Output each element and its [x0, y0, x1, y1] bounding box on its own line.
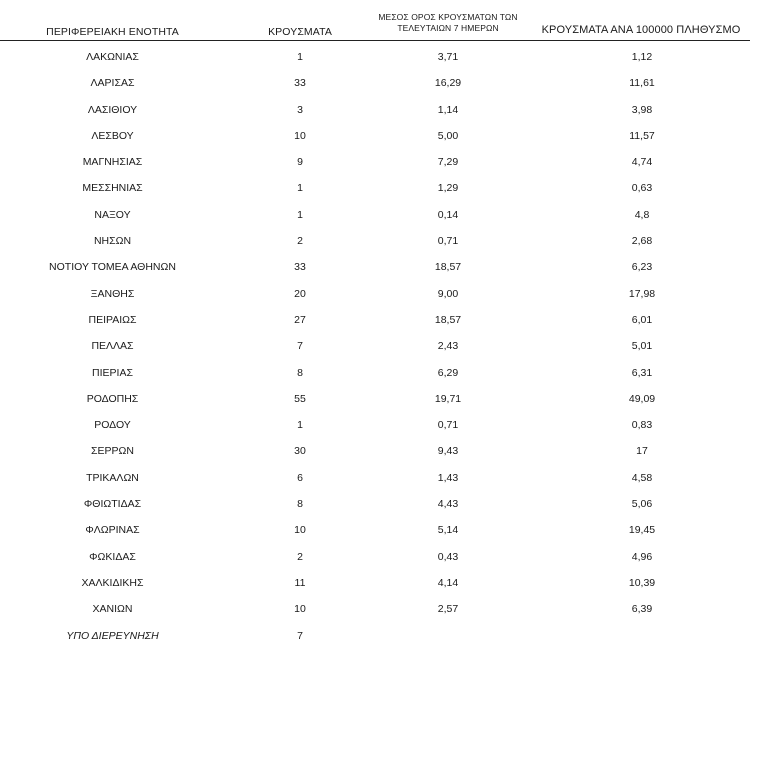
table-row: [0, 98, 750, 124]
table-row: [0, 466, 750, 492]
table-header: [0, 0, 750, 41]
cell-cases-per-100k: 5,01: [631, 340, 653, 353]
table-row: [0, 150, 750, 176]
table-row: [0, 255, 750, 281]
cell-seven-day-average: 1,29: [437, 182, 459, 195]
cell-region: ΛΑΚΩΝΙΑΣ: [86, 51, 139, 63]
cell-seven-day-average: 6,29: [437, 366, 459, 379]
cell-cases-per-100k: 11,61: [629, 77, 655, 90]
cell-region: ΤΡΙΚΑΛΩΝ: [86, 471, 139, 484]
cell-region: ΛΑΡΙΣΑΣ: [90, 77, 135, 90]
cell-seven-day-average: 4,14: [437, 576, 459, 589]
cell-region: ΛΕΣΒΟΥ: [91, 129, 134, 142]
table-row: [0, 282, 750, 308]
cell-region: ΠΙΕΡΙΑΣ: [92, 366, 133, 379]
column-header-seven-day-average: [358, 12, 538, 34]
cell-cases-per-100k: 5,06: [631, 498, 653, 511]
cell-seven-day-average: 19,71: [434, 392, 462, 405]
cell-cases: 10: [294, 603, 306, 616]
cell-cases-per-100k: 6,39: [631, 603, 653, 616]
cell-cases: 8: [297, 498, 303, 511]
cell-seven-day-average: 18,57: [434, 261, 462, 274]
cell-cases-per-100k: 17,98: [628, 287, 656, 300]
cell-seven-day-average: 1,43: [437, 471, 459, 484]
cell-seven-day-average: 18,57: [434, 313, 462, 326]
cell-region: ΜΕΣΣΗΝΙΑΣ: [82, 182, 143, 195]
cell-cases-per-100k: 10,39: [628, 576, 656, 589]
column-header-seven-day-average-line1: ΜΕΣΟΣ ΟΡΟΣ ΚΡΟΥΣΜΑΤΩΝ ΤΩΝ: [378, 12, 518, 22]
table-row: [0, 387, 750, 413]
cell-region: ΠΕΙΡΑΙΩΣ: [88, 313, 137, 326]
table-row: [0, 124, 750, 150]
cell-cases: 30: [294, 445, 306, 458]
cell-cases: 20: [294, 287, 306, 300]
cell-cases: 55: [294, 392, 306, 405]
column-header-cases: ΚΡΟΥΣΜΑΤΑ: [268, 26, 332, 38]
cell-region: ΦΘΙΩΤΙΔΑΣ: [83, 498, 142, 511]
cell-cases-per-100k: 11,57: [629, 129, 655, 142]
cell-region: ΝΟΤΙΟΥ ΤΟΜΕΑ ΑΘΗΝΩΝ: [49, 261, 176, 274]
cell-seven-day-average: 4,43: [437, 498, 459, 511]
cell-seven-day-average: 1,14: [437, 103, 459, 116]
table-row: [0, 439, 750, 465]
cell-cases: 11: [294, 576, 306, 589]
cell-cases-per-100k: 49,09: [628, 392, 656, 405]
cell-region: ΛΑΣΙΘΙΟΥ: [87, 103, 138, 116]
cell-cases: 10: [294, 129, 306, 142]
cell-region: ΥΠΟ ΔΙΕΡΕΥΝΗΣΗ: [66, 629, 159, 642]
cell-region: ΝΗΣΩΝ: [93, 235, 132, 248]
table-row: [0, 203, 750, 229]
cell-cases: 1: [297, 182, 303, 195]
cell-region: ΣΕΡΡΩΝ: [91, 445, 134, 458]
cell-region: ΞΑΝΘΗΣ: [90, 287, 135, 300]
cell-seven-day-average: 0,14: [437, 208, 459, 221]
cell-region: ΡΟΔΟΥ: [94, 419, 131, 432]
table-row: [0, 597, 750, 623]
cell-cases-per-100k: 0,63: [631, 182, 653, 195]
cell-cases: 7: [297, 340, 303, 353]
cell-seven-day-average: 5,14: [437, 524, 459, 537]
cell-cases-per-100k: 2,68: [631, 235, 653, 248]
cell-region: ΡΟΔΟΠΗΣ: [86, 392, 139, 405]
table-body: [0, 45, 750, 650]
table-row: [0, 308, 750, 334]
cell-region: ΧΑΝΙΩΝ: [92, 603, 133, 616]
table-row: [0, 176, 750, 202]
cell-seven-day-average: 16,29: [434, 77, 462, 90]
table-row: [0, 545, 750, 571]
cell-cases-per-100k: 3,98: [631, 103, 653, 116]
cell-cases-per-100k: 0,83: [631, 419, 653, 432]
cell-region: ΧΑΛΚΙΔΙΚΗΣ: [81, 576, 144, 589]
cell-seven-day-average: 2,43: [437, 340, 459, 353]
cell-cases-per-100k: 4,96: [631, 550, 653, 563]
cell-seven-day-average: 0,43: [437, 550, 459, 563]
cell-cases: 7: [297, 629, 303, 642]
cell-seven-day-average: 9,00: [437, 287, 459, 300]
cell-cases: 1: [297, 51, 303, 63]
cell-seven-day-average: 3,71: [437, 51, 459, 63]
table-row: [0, 71, 750, 97]
cell-cases: 1: [297, 419, 303, 432]
cell-cases: 6: [297, 471, 303, 484]
cell-cases-per-100k: 17: [636, 445, 648, 458]
cell-cases-per-100k: 6,23: [631, 261, 653, 274]
cell-region: ΝΑΞΟΥ: [94, 208, 131, 221]
table-row: [0, 361, 750, 387]
cell-seven-day-average: 2,57: [437, 603, 459, 616]
cell-region: ΠΕΛΛΑΣ: [91, 340, 134, 353]
cell-cases: 9: [297, 156, 303, 169]
table-row: [0, 571, 750, 597]
cell-cases-per-100k: 6,31: [631, 366, 653, 379]
cell-cases-per-100k: 19,45: [628, 524, 656, 537]
cell-cases-per-100k: 1,12: [631, 51, 653, 63]
cell-cases-per-100k: 4,8: [634, 208, 650, 221]
cell-cases: 33: [294, 261, 306, 274]
cell-cases: 8: [297, 366, 303, 379]
cell-seven-day-average: 0,71: [437, 235, 459, 248]
table-row: [0, 45, 750, 71]
cell-seven-day-average: 7,29: [437, 156, 459, 169]
table-row: [0, 334, 750, 360]
table-row: [0, 518, 750, 544]
cell-cases: 3: [297, 103, 303, 116]
table-row: [0, 492, 750, 518]
cell-cases: 2: [297, 235, 303, 248]
cell-cases-per-100k: 4,74: [631, 156, 653, 169]
cell-region: ΦΩΚΙΔΑΣ: [89, 550, 136, 563]
cell-region: ΜΑΓΝΗΣΙΑΣ: [82, 156, 143, 169]
cell-cases: 2: [297, 550, 303, 563]
cell-cases-per-100k: 4,58: [631, 471, 653, 484]
cell-cases-per-100k: 6,01: [631, 313, 653, 326]
cell-seven-day-average: 9,43: [437, 445, 459, 458]
cell-region: ΦΛΩΡΙΝΑΣ: [85, 524, 140, 537]
cell-cases: 33: [294, 77, 306, 90]
cell-cases: 27: [294, 313, 306, 326]
cell-seven-day-average: 0,71: [437, 419, 459, 432]
table-row: [0, 229, 750, 255]
table-row: [0, 624, 750, 650]
table-row: [0, 413, 750, 439]
column-header-region: ΠΕΡΙΦΕΡΕΙΑΚΗ ΕΝΟΤΗΤΑ: [46, 26, 179, 38]
cell-seven-day-average: 5,00: [437, 129, 459, 142]
column-header-cases-per-100k: ΚΡΟΥΣΜΑΤΑ ΑΝΑ 100000 ΠΛΗΘΥΣΜΟ: [541, 24, 741, 36]
cell-cases: 1: [297, 208, 303, 221]
cell-cases: 10: [294, 524, 306, 537]
column-header-seven-day-average-line2: ΤΕΛΕΥΤΑΙΩΝ 7 ΗΜΕΡΩΝ: [397, 23, 499, 33]
